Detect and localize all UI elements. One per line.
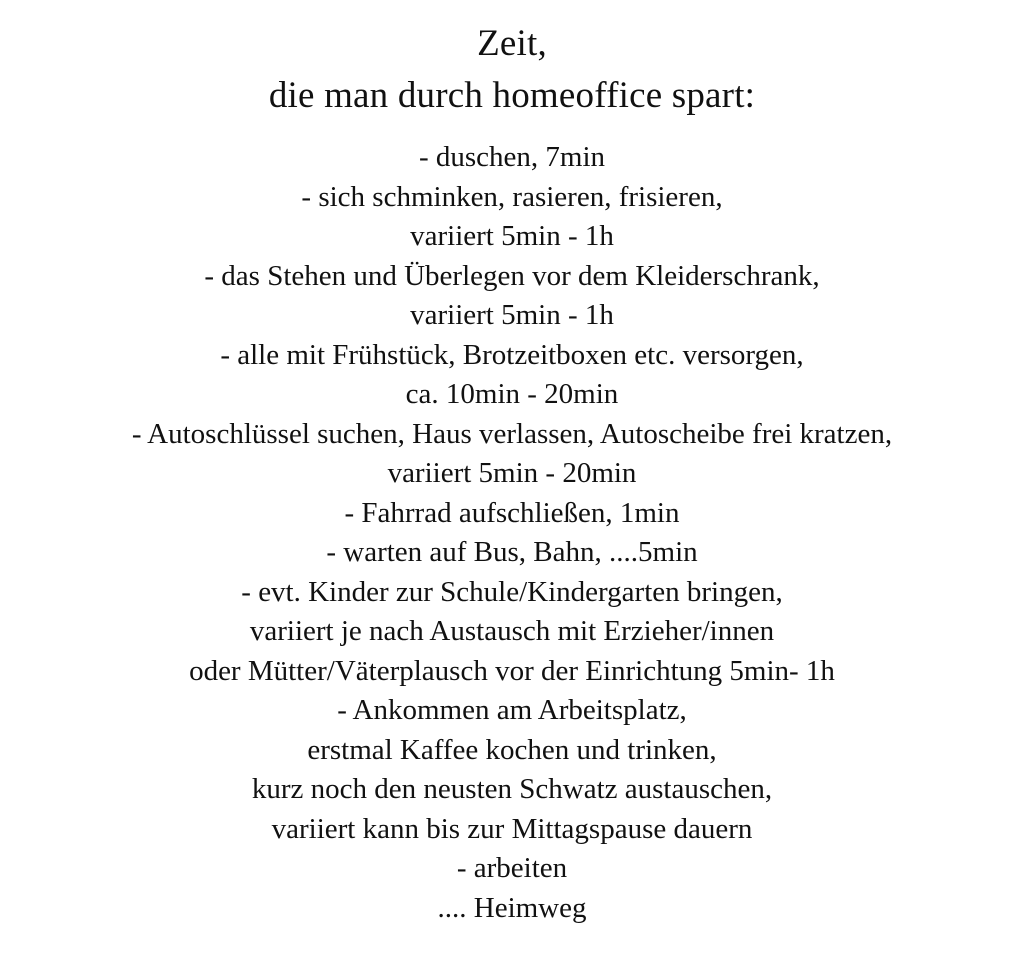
title-line-2: die man durch homeoffice spart: (268, 75, 756, 116)
list-line: variiert 5min - 1h (410, 299, 614, 331)
list-line: variiert 5min - 20min (387, 457, 637, 489)
list-line: - Ankommen am Arbeitsplatz, (337, 694, 687, 726)
title-line-1: Zeit, (477, 23, 547, 64)
list-line: - warten auf Bus, Bahn, ....5min (326, 536, 698, 568)
list-line: variiert 5min - 1h (410, 220, 614, 252)
list-line: - alle mit Frühstück, Brotzeitboxen etc. versorgen, (220, 338, 804, 371)
list-line: - sich schminken, rasieren, frisieren, (301, 180, 723, 213)
list-line: .... Heimweg (437, 891, 587, 924)
page-title (0, 18, 1024, 122)
list-line: - das Stehen und Überlegen vor dem Kleiderschrank, (204, 259, 820, 292)
list-line: kurz noch den neusten Schwatz austauschen, (251, 773, 773, 805)
list-line: oder Mütter/Väterplausch vor der Einrichtung 5min- 1h (189, 654, 835, 687)
list-line: variiert kann bis zur Mittagspause dauern (271, 812, 753, 845)
list-line: ca. 10min - 20min (405, 378, 619, 410)
time-savings-list (0, 138, 1024, 928)
list-line: - Autoschlüssel suchen, Haus verlassen, Autoscheibe frei kratzen, (131, 417, 893, 450)
list-line: variiert je nach Austausch mit Erzieher/innen (249, 615, 775, 647)
list-line: - evt. Kinder zur Schule/Kindergarten bringen, (241, 575, 783, 608)
list-line: - duschen, 7min (418, 141, 606, 173)
list-line: - arbeiten (456, 852, 568, 884)
list-line: - Fahrrad aufschließen, 1min (344, 496, 680, 529)
list-line: erstmal Kaffee kochen und trinken, (307, 733, 717, 766)
